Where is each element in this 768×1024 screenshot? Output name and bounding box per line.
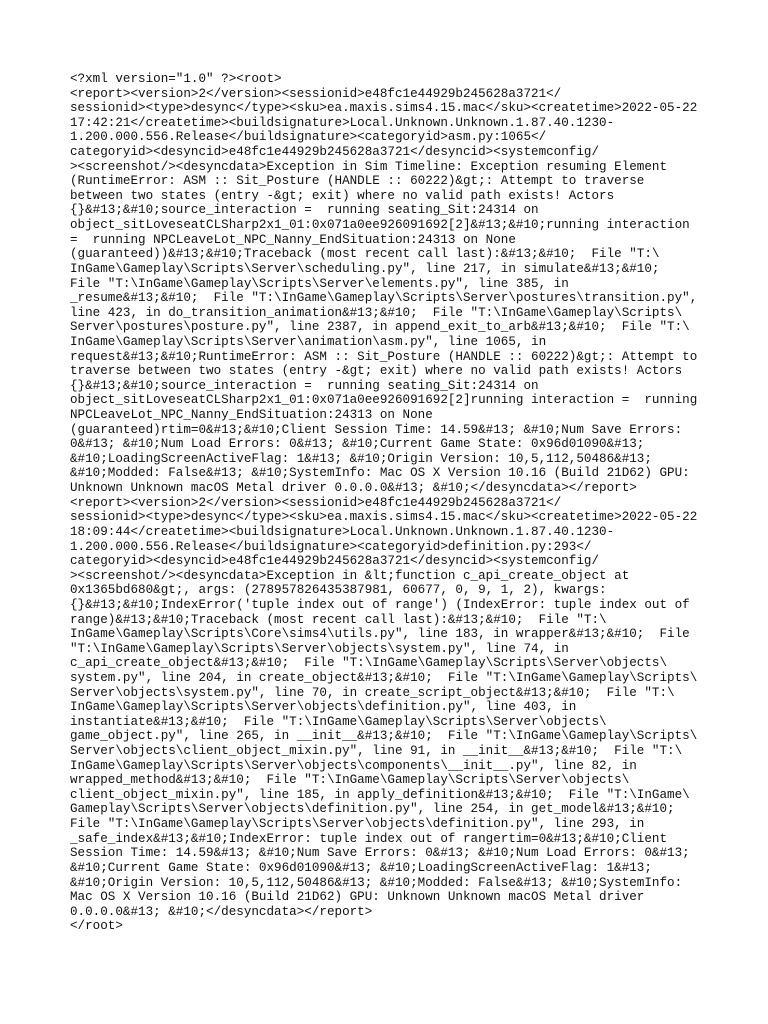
- document-line: request&#13;&#10;RuntimeError: ASM :: Sit_Posture (HANDLE :: 60222)&gt;: Attempt to: [70, 349, 698, 364]
- document-line: sessionid><type>desync</type><sku>ea.maxis.sims4.15.mac</sku><createtime>2022-05-22: [70, 510, 698, 525]
- document-line: InGame\Gameplay\Scripts\Server\objects\definition.py", line 403, in: [70, 700, 577, 715]
- document-line: &#10;Origin Version: 10,5,112,50486&#13; &#10;Modded: False&#13; &#10;SystemInfo:: [70, 875, 683, 890]
- document-line: "T:\InGame\Gameplay\Scripts\Server\objects\system.py", line 74, in: [70, 641, 569, 656]
- document-line: InGame\Gameplay\Scripts\Server\objects\components\__init__.py", line 82, in: [70, 758, 637, 773]
- document-line: _resume&#13;&#10; File "T:\InGame\Gameplay\Scripts\Server\postures\transition.py",: [70, 291, 698, 306]
- document-line: 0&#13; &#10;Num Load Errors: 0&#13; &#10;Current Game State: 0x96d01090&#13;: [70, 437, 645, 452]
- document-line: _safe_index&#13;&#10;IndexError: tuple index out of rangertim=0&#13;&#10;Client: [70, 831, 668, 846]
- document-line: File "T:\InGame\Gameplay\Scripts\Server\objects\definition.py", line 293, in: [70, 817, 645, 832]
- document-line: client_object_mixin.py", line 185, in apply_definition&#13;&#10; File "T:\InGame\: [70, 787, 690, 802]
- document-line: object_sitLoveseatCLSharp2x1_01:0x071a0ee926091692[2]&#13;&#10;running interaction: [70, 218, 690, 233]
- document-line: {}&#13;&#10;source_interaction = running seating_Sit:24314 on: [70, 378, 539, 393]
- document-line: = running NPCLeaveLot_NPC_Nanny_EndSituation:24313 on None: [70, 232, 516, 247]
- document-line: Mac OS X Version 10.16 (Build 21D62) GPU: Unknown Unknown macOS Metal driver: [70, 890, 645, 905]
- document-line: between two states (entry -&gt; exit) where no valid path exists! Actors: [70, 188, 615, 203]
- document-line: &#10;Current Game State: 0x96d01090&#13; &#10;LoadingScreenActiveFlag: 1&#13;: [70, 860, 652, 875]
- document-line: Server\objects\client_object_mixin.py", line 91, in __init__&#13;&#10; File "T:\: [70, 744, 683, 759]
- document-line: <report><version>2</version><sessionid>e48fc1e44929b245628a3721</: [70, 86, 562, 101]
- document-line: &#10;Modded: False&#13; &#10;SystemInfo: Mac OS X Version 10.16 (Build 21D62) GPU:: [70, 466, 690, 481]
- document-line: sessionid><type>desync</type><sku>ea.maxis.sims4.15.mac</sku><createtime>2022-05-22: [70, 101, 698, 116]
- document-line: {}&#13;&#10;source_interaction = running seating_Sit:24314 on: [70, 203, 539, 218]
- document-line: 17:42:21</createtime><buildsignature>Local.Unknown.Unknown.1.87.40.1230-: [70, 115, 615, 130]
- document-line: (guaranteed))&#13;&#10;Traceback (most recent call last):&#13;&#10; File "T:\: [70, 247, 660, 262]
- document-line: line 423, in do_transition_animation&#13;&#10; File "T:\InGame\Gameplay\Scripts\: [70, 305, 683, 320]
- document-line: InGame\Gameplay\Scripts\Server\animation\asm.py", line 1065, in: [70, 334, 547, 349]
- document-line: Unknown Unknown macOS Metal driver 0.0.0.0&#13; &#10;</desyncdata></report>: [70, 481, 637, 496]
- document-line: 18:09:44</createtime><buildsignature>Local.Unknown.Unknown.1.87.40.1230-: [70, 524, 615, 539]
- document-line: NPCLeaveLot_NPC_Nanny_EndSituation:24313 on None: [70, 408, 433, 423]
- document-line: Server\postures\posture.py", line 2387, in append_exit_to_arb&#13;&#10; File "T:\: [70, 320, 690, 335]
- document-line: traverse between two states (entry -&gt; exit) where no valid path exists! Actors: [70, 364, 683, 379]
- document-line: <?xml version="1.0" ?><root>: [70, 72, 282, 86]
- document-line: categoryid><desyncid>e48fc1e44929b245628a3721</desyncid><systemconfig/: [70, 554, 600, 569]
- document-line: Session Time: 14.59&#13; &#10;Num Save Errors: 0&#13; &#10;Num Load Errors: 0&#13;: [70, 846, 690, 861]
- document-line: &#10;LoadingScreenActiveFlag: 1&#13; &#10;Origin Version: 10,5,112,50486&#13;: [70, 451, 652, 466]
- document-line: wrapped_method&#13;&#10; File "T:\InGame\Gameplay\Scripts\Server\objects\: [70, 773, 630, 788]
- document-line: system.py", line 204, in create_object&#13;&#10; File "T:\InGame\Gameplay\Scripts\: [70, 670, 698, 685]
- document-line: Gameplay\Scripts\Server\objects\definition.py", line 254, in get_model&#13;&#10;: [70, 802, 675, 817]
- document-line: ><screenshot/><desyncdata>Exception in Sim Timeline: Exception resuming Element: [70, 159, 668, 174]
- document-line: File "T:\InGame\Gameplay\Scripts\Server\elements.py", line 385, in: [70, 276, 569, 291]
- document-line: instantiate&#13;&#10; File "T:\InGame\Gameplay\Scripts\Server\objects\: [70, 714, 607, 729]
- document-line: {}&#13;&#10;IndexError('tuple index out of range') (IndexError: tuple index out of: [70, 597, 690, 612]
- document-line: InGame\Gameplay\Scripts\Server\scheduling.py", line 217, in simulate&#13;&#10;: [70, 261, 660, 276]
- document-line: (guaranteed)rtim=0&#13;&#10;Client Session Time: 14.59&#13; &#10;Num Save Errors:: [70, 422, 683, 437]
- document-line: 1.200.000.556.Release</buildsignature><categoryid>asm.py:1065</: [70, 130, 547, 145]
- document-line: range)&#13;&#10;Traceback (most recent call last):&#13;&#10; File "T:\: [70, 612, 607, 627]
- document-body: [70, 72, 730, 934]
- document-line: ><screenshot/><desyncdata>Exception in &lt;function c_api_create_object at: [70, 568, 630, 583]
- document-line: categoryid><desyncid>e48fc1e44929b245628a3721</desyncid><systemconfig/: [70, 145, 600, 160]
- document-line: game_object.py", line 265, in __init__&#13;&#10; File "T:\InGame\Gameplay\Scripts\: [70, 729, 698, 744]
- document-line: c_api_create_object&#13;&#10; File "T:\InGame\Gameplay\Scripts\Server\objects\: [70, 656, 668, 671]
- document-line: (RuntimeError: ASM :: Sit_Posture (HANDLE :: 60222)&gt;: Attempt to traverse: [70, 174, 645, 189]
- document-line: 0x1365bd680&gt;, args: (278957826435387981, 60677, 0, 9, 1, 2), kwargs:: [70, 583, 607, 598]
- document-line: <report><version>2</version><sessionid>e48fc1e44929b245628a3721</: [70, 495, 562, 510]
- document-line: object_sitLoveseatCLSharp2x1_01:0x071a0ee926091692[2]running interaction = running: [70, 393, 698, 408]
- document-line: Server\objects\system.py", line 70, in create_script_object&#13;&#10; File "T:\: [70, 685, 675, 700]
- document-line: 0.0.0.0&#13; &#10;</desyncdata></report>: [70, 904, 373, 919]
- document-line: InGame\Gameplay\Scripts\Core\sims4\utils.py", line 183, in wrapper&#13;&#10; File: [70, 627, 690, 642]
- document-line: </root>: [70, 919, 123, 934]
- document-line: 1.200.000.556.Release</buildsignature><categoryid>definition.py:293</: [70, 539, 592, 554]
